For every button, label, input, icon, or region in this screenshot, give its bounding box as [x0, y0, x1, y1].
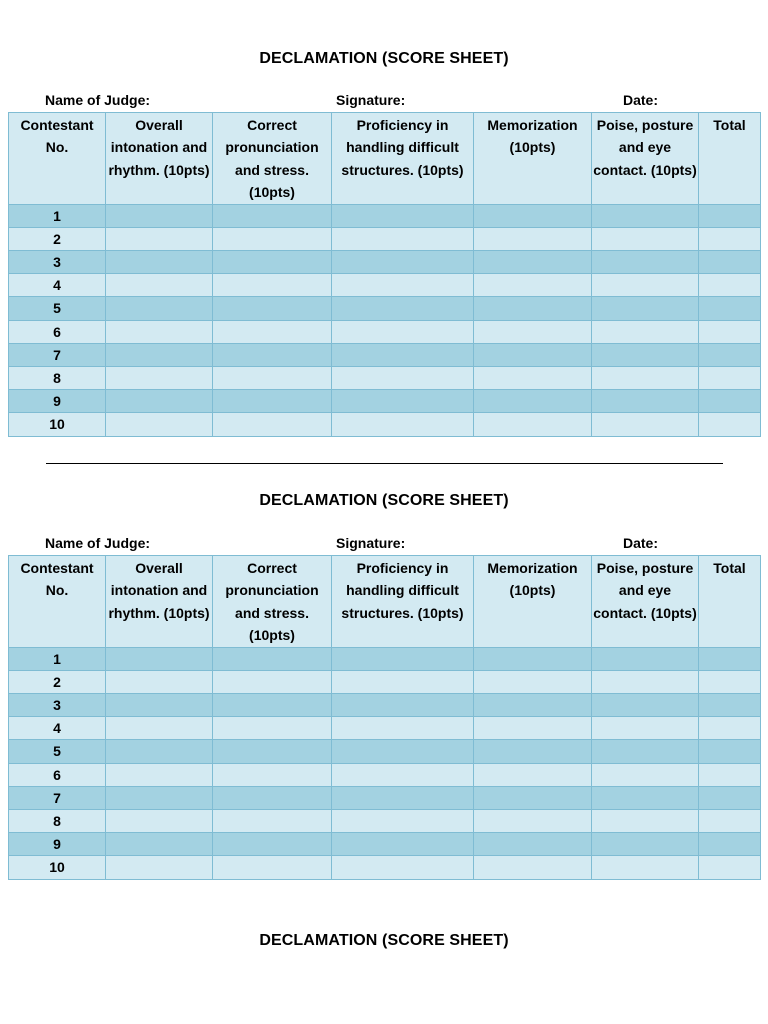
memorization-score-cell[interactable] — [474, 809, 592, 832]
contestant-number-cell: 7 — [9, 343, 106, 366]
poise-score-cell[interactable] — [592, 647, 699, 670]
proficiency-score-cell[interactable] — [332, 274, 474, 297]
table-row — [9, 786, 761, 809]
memorization-score-cell[interactable] — [474, 670, 592, 693]
col-proficiency: Proficiency in handling difficult structures. (10pts) — [332, 113, 474, 205]
pronunciation-score-cell[interactable] — [213, 647, 332, 670]
intonation-score-cell[interactable] — [106, 366, 213, 389]
contestant-number-cell: 3 — [9, 694, 106, 717]
header-row — [9, 113, 761, 205]
table-row — [9, 670, 761, 693]
col-contestant-no: Contestant No. — [9, 113, 106, 205]
total-score-cell[interactable] — [699, 763, 761, 786]
contestant-number-cell: 5 — [9, 297, 106, 320]
poise-score-cell[interactable] — [592, 251, 699, 274]
pronunciation-score-cell[interactable] — [213, 809, 332, 832]
proficiency-score-cell[interactable] — [332, 413, 474, 436]
pronunciation-score-cell[interactable] — [213, 227, 332, 250]
total-score-cell[interactable] — [699, 647, 761, 670]
proficiency-score-cell[interactable] — [332, 297, 474, 320]
proficiency-score-cell[interactable] — [332, 366, 474, 389]
intonation-score-cell[interactable] — [106, 227, 213, 250]
total-score-cell[interactable] — [699, 297, 761, 320]
proficiency-score-cell[interactable] — [332, 833, 474, 856]
pronunciation-score-cell[interactable] — [213, 740, 332, 763]
col-memorization: Memorization (10pts) — [474, 113, 592, 205]
poise-score-cell[interactable] — [592, 670, 699, 693]
pronunciation-score-cell[interactable] — [213, 763, 332, 786]
table-row — [9, 251, 761, 274]
pronunciation-score-cell[interactable] — [213, 390, 332, 413]
header-row — [9, 556, 761, 648]
poise-score-cell[interactable] — [592, 694, 699, 717]
intonation-score-cell[interactable] — [106, 390, 213, 413]
table-row — [9, 809, 761, 832]
intonation-score-cell[interactable] — [106, 740, 213, 763]
total-score-cell[interactable] — [699, 740, 761, 763]
intonation-score-cell[interactable] — [106, 251, 213, 274]
pronunciation-score-cell[interactable] — [213, 251, 332, 274]
col-intonation: Overall intonation and rhythm. (10pts) — [106, 113, 213, 205]
col-poise: Poise, posture and eye contact. (10pts) — [592, 113, 699, 205]
poise-score-cell[interactable] — [592, 343, 699, 366]
table-row — [9, 833, 761, 856]
memorization-score-cell[interactable] — [474, 647, 592, 670]
score-rows — [9, 204, 761, 436]
proficiency-score-cell[interactable] — [332, 856, 474, 879]
pronunciation-score-cell[interactable] — [213, 274, 332, 297]
total-score-cell[interactable] — [699, 204, 761, 227]
table-row — [9, 343, 761, 366]
score-rows — [9, 647, 761, 879]
memorization-score-cell[interactable] — [474, 740, 592, 763]
total-score-cell[interactable] — [699, 274, 761, 297]
poise-score-cell[interactable] — [592, 717, 699, 740]
memorization-score-cell[interactable] — [474, 227, 592, 250]
table-row — [9, 740, 761, 763]
sheet-3-title: DECLAMATION (SCORE SHEET) — [259, 932, 509, 949]
total-score-cell[interactable] — [699, 856, 761, 879]
poise-score-cell[interactable] — [592, 740, 699, 763]
table-row — [9, 297, 761, 320]
col-pronunciation: Correct pronunciation and stress. (10pts) — [213, 113, 332, 205]
pronunciation-score-cell[interactable] — [213, 786, 332, 809]
total-score-cell[interactable] — [699, 390, 761, 413]
total-score-cell[interactable] — [699, 366, 761, 389]
table-row — [9, 204, 761, 227]
judge-label: Name of Judge: — [45, 535, 151, 551]
pronunciation-score-cell[interactable] — [213, 413, 332, 436]
contestant-number-cell: 10 — [9, 413, 106, 436]
proficiency-score-cell[interactable] — [332, 694, 474, 717]
signature-label: Signature: — [336, 92, 406, 108]
col-proficiency: Proficiency in handling difficult structures. (10pts) — [332, 556, 474, 648]
memorization-score-cell[interactable] — [474, 274, 592, 297]
total-score-cell[interactable] — [699, 670, 761, 693]
sheet-2-title: DECLAMATION (SCORE SHEET) — [259, 492, 509, 509]
poise-score-cell[interactable] — [592, 297, 699, 320]
memorization-score-cell[interactable] — [474, 390, 592, 413]
pronunciation-score-cell[interactable] — [213, 366, 332, 389]
table-row — [9, 320, 761, 343]
memorization-score-cell[interactable] — [474, 856, 592, 879]
intonation-score-cell[interactable] — [106, 274, 213, 297]
memorization-score-cell[interactable] — [474, 786, 592, 809]
sheet-1-meta — [8, 92, 760, 110]
contestant-number-cell: 8 — [9, 366, 106, 389]
intonation-score-cell[interactable] — [106, 717, 213, 740]
intonation-score-cell[interactable] — [106, 763, 213, 786]
signature-label: Signature: — [336, 535, 406, 551]
contestant-number-cell: 6 — [9, 763, 106, 786]
proficiency-score-cell[interactable] — [332, 227, 474, 250]
col-memorization: Memorization (10pts) — [474, 556, 592, 648]
intonation-score-cell[interactable] — [106, 786, 213, 809]
poise-score-cell[interactable] — [592, 320, 699, 343]
proficiency-score-cell[interactable] — [332, 763, 474, 786]
proficiency-score-cell[interactable] — [332, 786, 474, 809]
total-score-cell[interactable] — [699, 809, 761, 832]
proficiency-score-cell[interactable] — [332, 809, 474, 832]
col-poise: Poise, posture and eye contact. (10pts) — [592, 556, 699, 648]
intonation-score-cell[interactable] — [106, 204, 213, 227]
pronunciation-score-cell[interactable] — [213, 204, 332, 227]
poise-score-cell[interactable] — [592, 390, 699, 413]
score-table-1 — [8, 112, 761, 437]
poise-score-cell[interactable] — [592, 786, 699, 809]
total-score-cell[interactable] — [699, 694, 761, 717]
col-total: Total — [699, 556, 761, 648]
col-contestant-no: Contestant No. — [9, 556, 106, 648]
memorization-score-cell[interactable] — [474, 204, 592, 227]
total-score-cell[interactable] — [699, 227, 761, 250]
intonation-score-cell[interactable] — [106, 647, 213, 670]
contestant-number-cell: 2 — [9, 670, 106, 693]
date-label: Date: — [623, 535, 659, 551]
intonation-score-cell[interactable] — [106, 297, 213, 320]
memorization-score-cell[interactable] — [474, 717, 592, 740]
pronunciation-score-cell[interactable] — [213, 670, 332, 693]
proficiency-score-cell[interactable] — [332, 670, 474, 693]
proficiency-score-cell[interactable] — [332, 343, 474, 366]
intonation-score-cell[interactable] — [106, 343, 213, 366]
sheet-1-title: DECLAMATION (SCORE SHEET) — [259, 50, 509, 67]
memorization-score-cell[interactable] — [474, 763, 592, 786]
poise-score-cell[interactable] — [592, 833, 699, 856]
table-row — [9, 366, 761, 389]
contestant-number-cell: 8 — [9, 809, 106, 832]
contestant-number-cell: 1 — [9, 204, 106, 227]
intonation-score-cell[interactable] — [106, 413, 213, 436]
intonation-score-cell[interactable] — [106, 670, 213, 693]
memorization-score-cell[interactable] — [474, 297, 592, 320]
contestant-number-cell: 7 — [9, 786, 106, 809]
proficiency-score-cell[interactable] — [332, 390, 474, 413]
intonation-score-cell[interactable] — [106, 856, 213, 879]
poise-score-cell[interactable] — [592, 856, 699, 879]
memorization-score-cell[interactable] — [474, 320, 592, 343]
total-score-cell[interactable] — [699, 251, 761, 274]
proficiency-score-cell[interactable] — [332, 740, 474, 763]
total-score-cell[interactable] — [699, 413, 761, 436]
pronunciation-score-cell[interactable] — [213, 343, 332, 366]
poise-score-cell[interactable] — [592, 809, 699, 832]
pronunciation-score-cell[interactable] — [213, 833, 332, 856]
contestant-number-cell: 1 — [9, 647, 106, 670]
memorization-score-cell[interactable] — [474, 251, 592, 274]
pronunciation-score-cell[interactable] — [213, 297, 332, 320]
memorization-score-cell[interactable] — [474, 366, 592, 389]
total-score-cell[interactable] — [699, 833, 761, 856]
table-row — [9, 763, 761, 786]
col-intonation: Overall intonation and rhythm. (10pts) — [106, 556, 213, 648]
poise-score-cell[interactable] — [592, 274, 699, 297]
intonation-score-cell[interactable] — [106, 320, 213, 343]
contestant-number-cell: 6 — [9, 320, 106, 343]
table-row — [9, 413, 761, 436]
col-total: Total — [699, 113, 761, 205]
contestant-number-cell: 9 — [9, 390, 106, 413]
pronunciation-score-cell[interactable] — [213, 320, 332, 343]
contestant-number-cell: 2 — [9, 227, 106, 250]
proficiency-score-cell[interactable] — [332, 647, 474, 670]
table-row — [9, 694, 761, 717]
memorization-score-cell[interactable] — [474, 833, 592, 856]
memorization-score-cell[interactable] — [474, 413, 592, 436]
col-pronunciation: Correct pronunciation and stress. (10pts) — [213, 556, 332, 648]
proficiency-score-cell[interactable] — [332, 320, 474, 343]
table-row — [9, 856, 761, 879]
date-label: Date: — [623, 92, 659, 108]
total-score-cell[interactable] — [699, 343, 761, 366]
contestant-number-cell: 4 — [9, 274, 106, 297]
proficiency-score-cell[interactable] — [332, 251, 474, 274]
contestant-number-cell: 4 — [9, 717, 106, 740]
total-score-cell[interactable] — [699, 717, 761, 740]
poise-score-cell[interactable] — [592, 763, 699, 786]
table-row — [9, 274, 761, 297]
contestant-number-cell: 9 — [9, 833, 106, 856]
contestant-number-cell: 3 — [9, 251, 106, 274]
pronunciation-score-cell[interactable] — [213, 694, 332, 717]
judge-label: Name of Judge: — [45, 92, 151, 108]
score-table-2 — [8, 555, 761, 880]
intonation-score-cell[interactable] — [106, 809, 213, 832]
sheet-2-meta — [8, 535, 760, 553]
total-score-cell[interactable] — [699, 786, 761, 809]
table-row — [9, 717, 761, 740]
table-row — [9, 647, 761, 670]
table-row — [9, 390, 761, 413]
poise-score-cell[interactable] — [592, 204, 699, 227]
pronunciation-score-cell[interactable] — [213, 717, 332, 740]
memorization-score-cell[interactable] — [474, 694, 592, 717]
intonation-score-cell[interactable] — [106, 833, 213, 856]
divider-line — [46, 463, 723, 464]
pronunciation-score-cell[interactable] — [213, 856, 332, 879]
table-row — [9, 227, 761, 250]
proficiency-score-cell[interactable] — [332, 204, 474, 227]
poise-score-cell[interactable] — [592, 413, 699, 436]
proficiency-score-cell[interactable] — [332, 717, 474, 740]
contestant-number-cell: 5 — [9, 740, 106, 763]
intonation-score-cell[interactable] — [106, 694, 213, 717]
poise-score-cell[interactable] — [592, 366, 699, 389]
contestant-number-cell: 10 — [9, 856, 106, 879]
poise-score-cell[interactable] — [592, 227, 699, 250]
memorization-score-cell[interactable] — [474, 343, 592, 366]
total-score-cell[interactable] — [699, 320, 761, 343]
